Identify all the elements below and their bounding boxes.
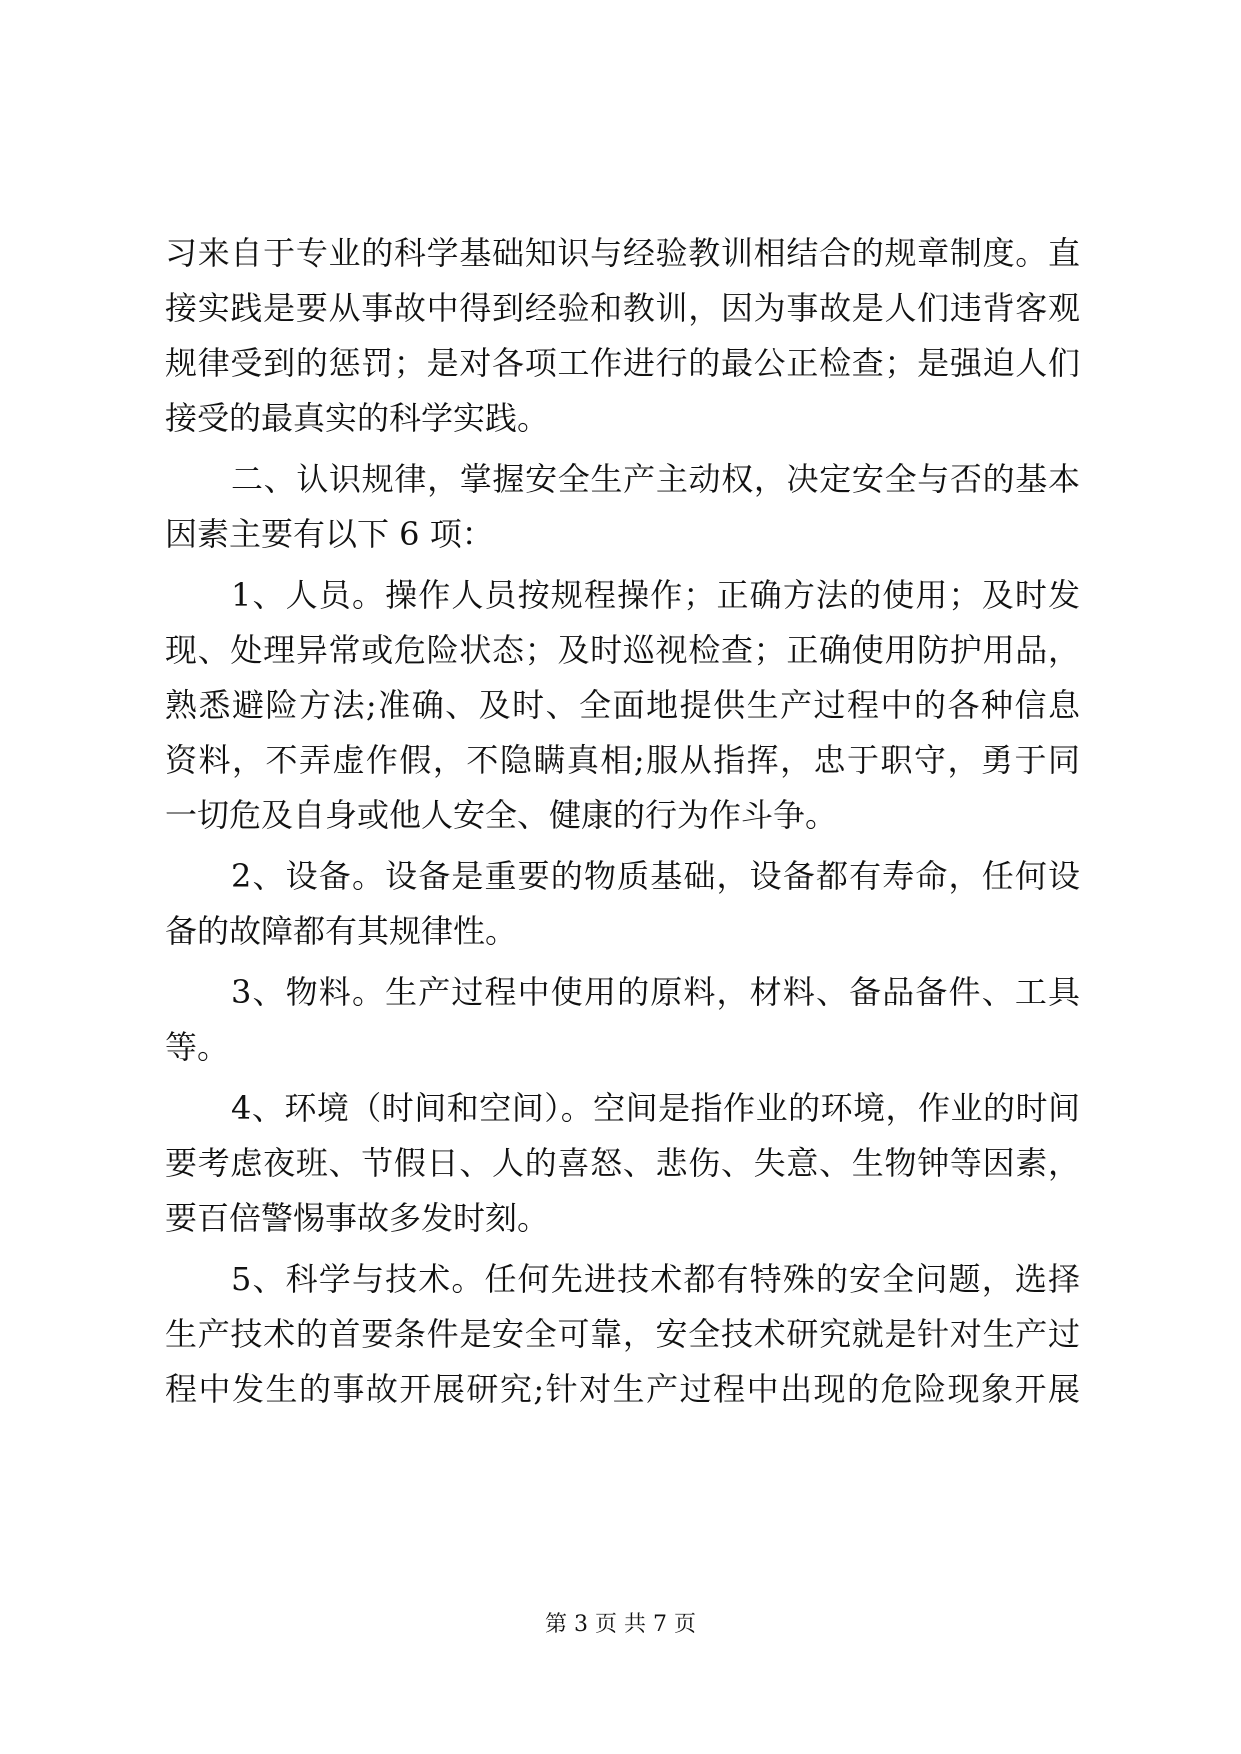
page-number-footer: 第 3 页 共 7 页 bbox=[545, 1612, 696, 1637]
text-line: 因素主要有以下 6 项： bbox=[165, 515, 494, 553]
text-line: 1、人员。操作人员按规程操作；正确方法的使用；及时发 bbox=[231, 576, 1080, 614]
text-line: 生产技术的首要条件是安全可靠，安全技术研究就是针对生产过 bbox=[165, 1315, 1080, 1353]
text-line: 2、设备。设备是重要的物质基础，设备都有寿命，任何设 bbox=[231, 857, 1080, 895]
text-line: 5、科学与技术。任何先进技术都有特殊的安全问题，选择 bbox=[231, 1260, 1080, 1298]
text-line: 备的故障都有其规律性。 bbox=[165, 912, 518, 950]
text-line: 程中发生的事故开展研究;针对生产过程中出现的危险现象开展 bbox=[165, 1370, 1080, 1408]
text-line: 等。 bbox=[165, 1028, 230, 1066]
text-line: 二、认识规律，掌握安全生产主动权，决定安全与否的基本 bbox=[231, 460, 1080, 498]
text-line: 要考虑夜班、节假日、人的喜怒、悲伤、失意、生物钟等因素， bbox=[165, 1144, 1080, 1182]
text-line: 一切危及自身或他人安全、健康的行为作斗争。 bbox=[165, 796, 838, 834]
text-line: 资料，不弄虚作假，不隐瞒真相;服从指挥，忠于职守，勇于同 bbox=[165, 741, 1080, 779]
text-line: 4、环境（时间和空间）。空间是指作业的环境，作业的时间 bbox=[231, 1089, 1080, 1127]
text-line: 熟悉避险方法;准确、及时、全面地提供生产过程中的各种信息 bbox=[165, 686, 1080, 724]
text-line: 规律受到的惩罚；是对各项工作进行的最公正检查；是强迫人们 bbox=[165, 344, 1080, 382]
text-line: 习来自于专业的科学基础知识与经验教训相结合的规章制度。直 bbox=[165, 234, 1080, 272]
text-line: 现、处理异常或危险状态；及时巡视检查；正确使用防护用品， bbox=[165, 631, 1080, 669]
text-line: 要百倍警惕事故多发时刻。 bbox=[165, 1199, 550, 1237]
text-line: 3、物料。生产过程中使用的原料，材料、备品备件、工具 bbox=[231, 973, 1080, 1011]
text-line: 接实践是要从事故中得到经验和教训，因为事故是人们违背客观 bbox=[165, 289, 1080, 327]
text-line: 接受的最真实的科学实践。 bbox=[165, 399, 550, 437]
